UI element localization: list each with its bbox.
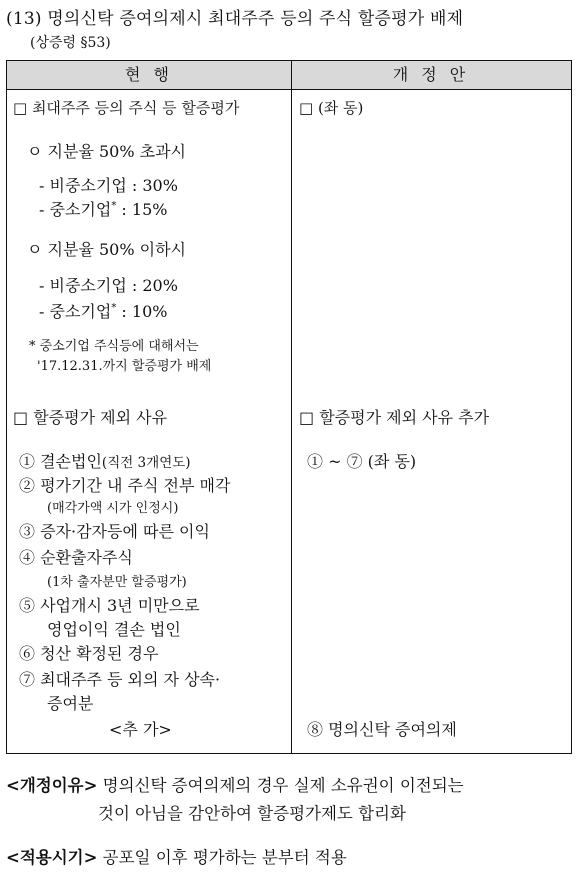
current-item1-main: ① 결손법인	[19, 452, 102, 471]
current-b-line2-pre: - 중소기업	[39, 302, 112, 321]
current-item5-line2: 영업이익 결손 법인	[47, 620, 181, 639]
current-a-title: ㅇ 지분율 50% 초과시	[27, 142, 187, 161]
footnote-mark: *	[111, 200, 117, 212]
legal-reference: (상증령 §53)	[30, 35, 111, 51]
current-a-line2	[39, 197, 167, 220]
current-item3: ③ 증자·감자등에 따른 이익	[19, 522, 210, 541]
current-a-line1: - 비중소기업 : 30%	[39, 176, 178, 195]
apply-label: <적용시기>	[6, 848, 98, 867]
current-b-title: ㅇ 지분율 50% 이하시	[27, 240, 187, 259]
current-item2-note: (매각가액 시가 인정시)	[47, 501, 179, 516]
section-title: (13) 명의신탁 증여의제시 최대주주 등의 주식 할증평가 배제	[6, 9, 464, 29]
current-item6: ⑥ 청산 확정된 경우	[19, 644, 159, 663]
current-a-line2-post: : 15%	[116, 200, 168, 219]
proposed-section1: □ (좌 동)	[299, 99, 364, 117]
current-note-line2: '17.12.31.까지 할증평가 배제	[37, 359, 212, 374]
current-item4: ④ 순환출자주식	[19, 548, 133, 567]
current-item2: ② 평가기간 내 주식 전부 매각	[19, 476, 231, 495]
proposed-new-item8: ⑧ 명의신탁 증여의제	[307, 720, 457, 739]
reason-text-line1: 명의신탁 증여의제의 경우 실제 소유권이 이전되는	[102, 776, 464, 795]
current-item1-note: (직전 3개연도)	[101, 455, 191, 471]
comparison-table	[6, 60, 572, 754]
current-b-line2	[39, 299, 167, 322]
header-current: 현 행	[125, 65, 173, 84]
apply-line	[6, 844, 347, 868]
table-header	[7, 61, 571, 90]
header-proposed: 개 정 안	[392, 65, 470, 84]
current-item4-note: (1차 출자분만 할증평가)	[47, 575, 187, 590]
footnote-mark: *	[111, 302, 117, 314]
current-section2-title: □ 할증평가 제외 사유	[13, 408, 168, 427]
current-item7-line2: 증여분	[47, 694, 94, 713]
proposed-items-same: ① ~ ⑦ (좌 동)	[307, 452, 417, 471]
current-b-line1: - 비중소기업 : 20%	[39, 276, 178, 295]
column-divider	[291, 61, 292, 753]
current-note-line1: * 중소기업 주식등에 대해서는	[29, 339, 199, 354]
current-added-marker: <추 가>	[109, 720, 172, 739]
current-item7-line1: ⑦ 최대주주 등 외의 자 상속·	[19, 670, 221, 689]
current-section1-title: □ 최대주주 등의 주식 등 할증평가	[13, 99, 240, 117]
current-item1	[19, 449, 191, 472]
current-a-line2-pre: - 중소기업	[39, 200, 112, 219]
reason-label: <개정이유>	[6, 776, 98, 795]
apply-text: 공포일 이후 평가하는 분부터 적용	[102, 848, 347, 867]
reason-text-line2: 것이 아님을 감안하여 할증평가제도 합리화	[98, 804, 406, 823]
proposed-section2: □ 할증평가 제외 사유 추가	[299, 408, 490, 427]
reason-line1	[6, 772, 464, 796]
current-b-line2-post: : 10%	[116, 302, 168, 321]
current-item5-line1: ⑤ 사업개시 3년 미만으로	[19, 596, 200, 615]
